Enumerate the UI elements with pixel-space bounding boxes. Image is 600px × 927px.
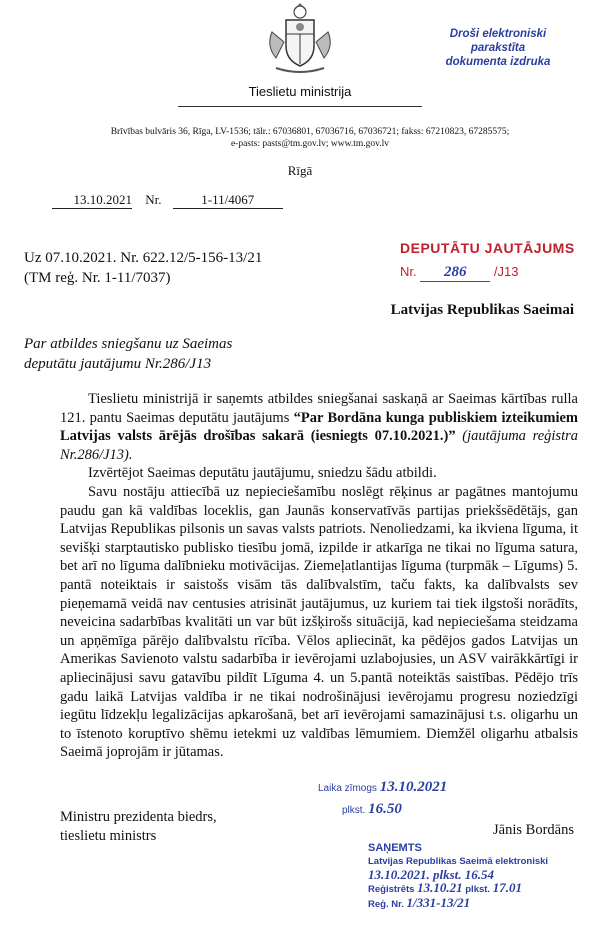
body-paragraph-1	[60, 390, 578, 464]
subject-line2: deputātu jautājumu Nr.286/J13	[24, 356, 212, 372]
saeima-registered-label: Reģistrēts	[368, 884, 415, 895]
saeima-received-datetime: 13.10.2021. plkst. 16.54	[368, 867, 495, 882]
question-registry: (jautājuma reģistra Nr.286/J13).	[60, 428, 578, 463]
signer-title-line1: Ministru prezidenta biedrs,	[60, 809, 217, 825]
deputy-stamp-title: DEPUTĀTU JAUTĀJUMS	[400, 240, 575, 256]
ministry-address	[90, 126, 530, 150]
time-stamp-label: Laika zīmogs	[318, 783, 377, 794]
saeima-plkst-label: plkst.	[465, 884, 491, 895]
question-title: “Par Bordāna kunga publiskiem izteikumiem Latvijas valsts ārējās drošības sakarā (iesniegts 07.10.2021.)”	[60, 409, 579, 445]
nr-label: Nr.	[145, 192, 162, 207]
uz-line1: Uz 07.10.2021. Nr. 622.12/5-156-13/21	[24, 250, 263, 266]
uz-line2: (TM reģ. Nr. 1-11/7037)	[24, 270, 171, 286]
deputy-question-stamp	[400, 240, 575, 282]
saeima-stamp-subtitle: Latvijas Republikas Saeimā elektroniski	[368, 856, 549, 867]
address-line2: e-pasts: pasts@tm.gov.lv; www.tm.gov.lv	[230, 139, 390, 149]
time-stamp-plkst: plkst.	[342, 805, 366, 816]
body-paragraph-2: Izvērtējot Saeimas deputātu jautājumu, sniedzu šādu atbildi.	[88, 465, 437, 482]
address-line1: Brīvības bulvāris 36, Rīga, LV-1536; tālr.: 67036801, 67036716, 67036721; fakss: 67210823, 67285575;	[110, 127, 510, 137]
coat-of-arms-icon	[262, 2, 338, 74]
saeima-registered-time: 17.01	[492, 880, 522, 895]
p1-text: Tieslietu ministrijā ir saņemts atbildes sniegšanai saskaņā ar Saeimas kārtības rullа 121. pantu Saeimas deputātu jautājums	[60, 391, 578, 426]
signer-title-line2: tieslietu ministrs	[60, 827, 157, 844]
document-reference	[52, 192, 283, 209]
saeima-reg-number: 1/331-13/21	[406, 895, 471, 910]
header-divider	[178, 106, 422, 107]
time-stamp-date: 13.10.2021	[379, 779, 448, 795]
saeima-stamp-title: SAŅEMTS	[368, 842, 422, 854]
time-stamp-time: 16.50	[368, 801, 402, 817]
e-signature-note	[423, 27, 573, 69]
body-paragraph-3: Savu nostāju attiecībā uz nepieciešamību noslēgt rēķinus ar pagātnes mantojumu paudu gan kā valdības loceklis, gan Jaunās konservatīvās partijas priekšsēdētājs, gan Latvijas Republikas pilsonis un savas valsts patriots. Nenoliedzami, ka ikviena līguma, it sevišķi starptautisko publisko tiesību jomā, izpilde ir atkarīga ne tikai no līguma satura, bet arī no līguma dalībnieku motivācijas. Ziemeļatlantijas līguma (turpmāk – Līgums) 5. pantā noteiktais ir saistošs visām tās dalībvalstīm, taču fakts, ka dalībvalsts sev pieņemamā veidā nav centusies atrisināt jautājumus, uz kuriem tai tiek ilgstoši norādīts, neveicina sadarbības kvalitāti un var būt izšķirošs situācijā, kad nepieciešama steidzama un apņēmīga pārējo dalībvalstu rīcība. Vēlos apliecināt, ka pēdējos gados Latvijas un Amerikas Savienoto valstu sadarbība ir ievērojami uzlabojusies, un ASV vairākkārtīgi ir apliecinājusi savu gatavību pildīt Līguma 4. un 5.pantā noteiktās saistības. Pēdējo trīs gadu laikā Latvijas valdība ir ne tikai nodrošinājusi ievērojamu progresu noziedzīgi iegūtu līdzekļu legalizācijas apkarošanā, bet arī ievērojami samazinājusi t.s. oligarhu un to īstenoto koruptīvo shēmu ietekmi uz valdības lēmumiem. Diemžēl oligarhu atbalsis Saeimā joprojām ir jūtamas.	[60, 483, 578, 761]
deputy-stamp-number: 286	[420, 264, 490, 282]
subject-line1: Par atbildes sniegšanu uz Saeimas	[24, 336, 233, 352]
signer-title	[60, 808, 217, 845]
saeima-registered-date: 13.10.21	[417, 880, 463, 895]
signer-name: Jānis Bordāns	[493, 822, 574, 838]
saeima-received-stamp	[368, 842, 582, 911]
e-signature-line1: Droši elektroniski parakstīta	[449, 28, 547, 54]
time-stamp	[318, 777, 447, 821]
letter-body	[60, 390, 578, 762]
city: Rīgā	[287, 163, 313, 178]
e-signature-line2: dokumenta izdruka	[445, 56, 551, 68]
saeima-reg-label: Reģ. Nr.	[368, 899, 404, 910]
recipient: Latvijas Republikas Saeimai	[390, 302, 574, 318]
document-number: 1-11/4067	[173, 192, 283, 209]
ministry-name: Tieslietu ministrija	[248, 84, 352, 99]
deputy-stamp-suffix: /J13	[493, 264, 519, 279]
document-date: 13.10.2021	[52, 192, 132, 209]
incoming-reference	[24, 248, 262, 288]
subject	[24, 334, 232, 374]
deputy-stamp-nr-label: Nr.	[400, 264, 417, 279]
